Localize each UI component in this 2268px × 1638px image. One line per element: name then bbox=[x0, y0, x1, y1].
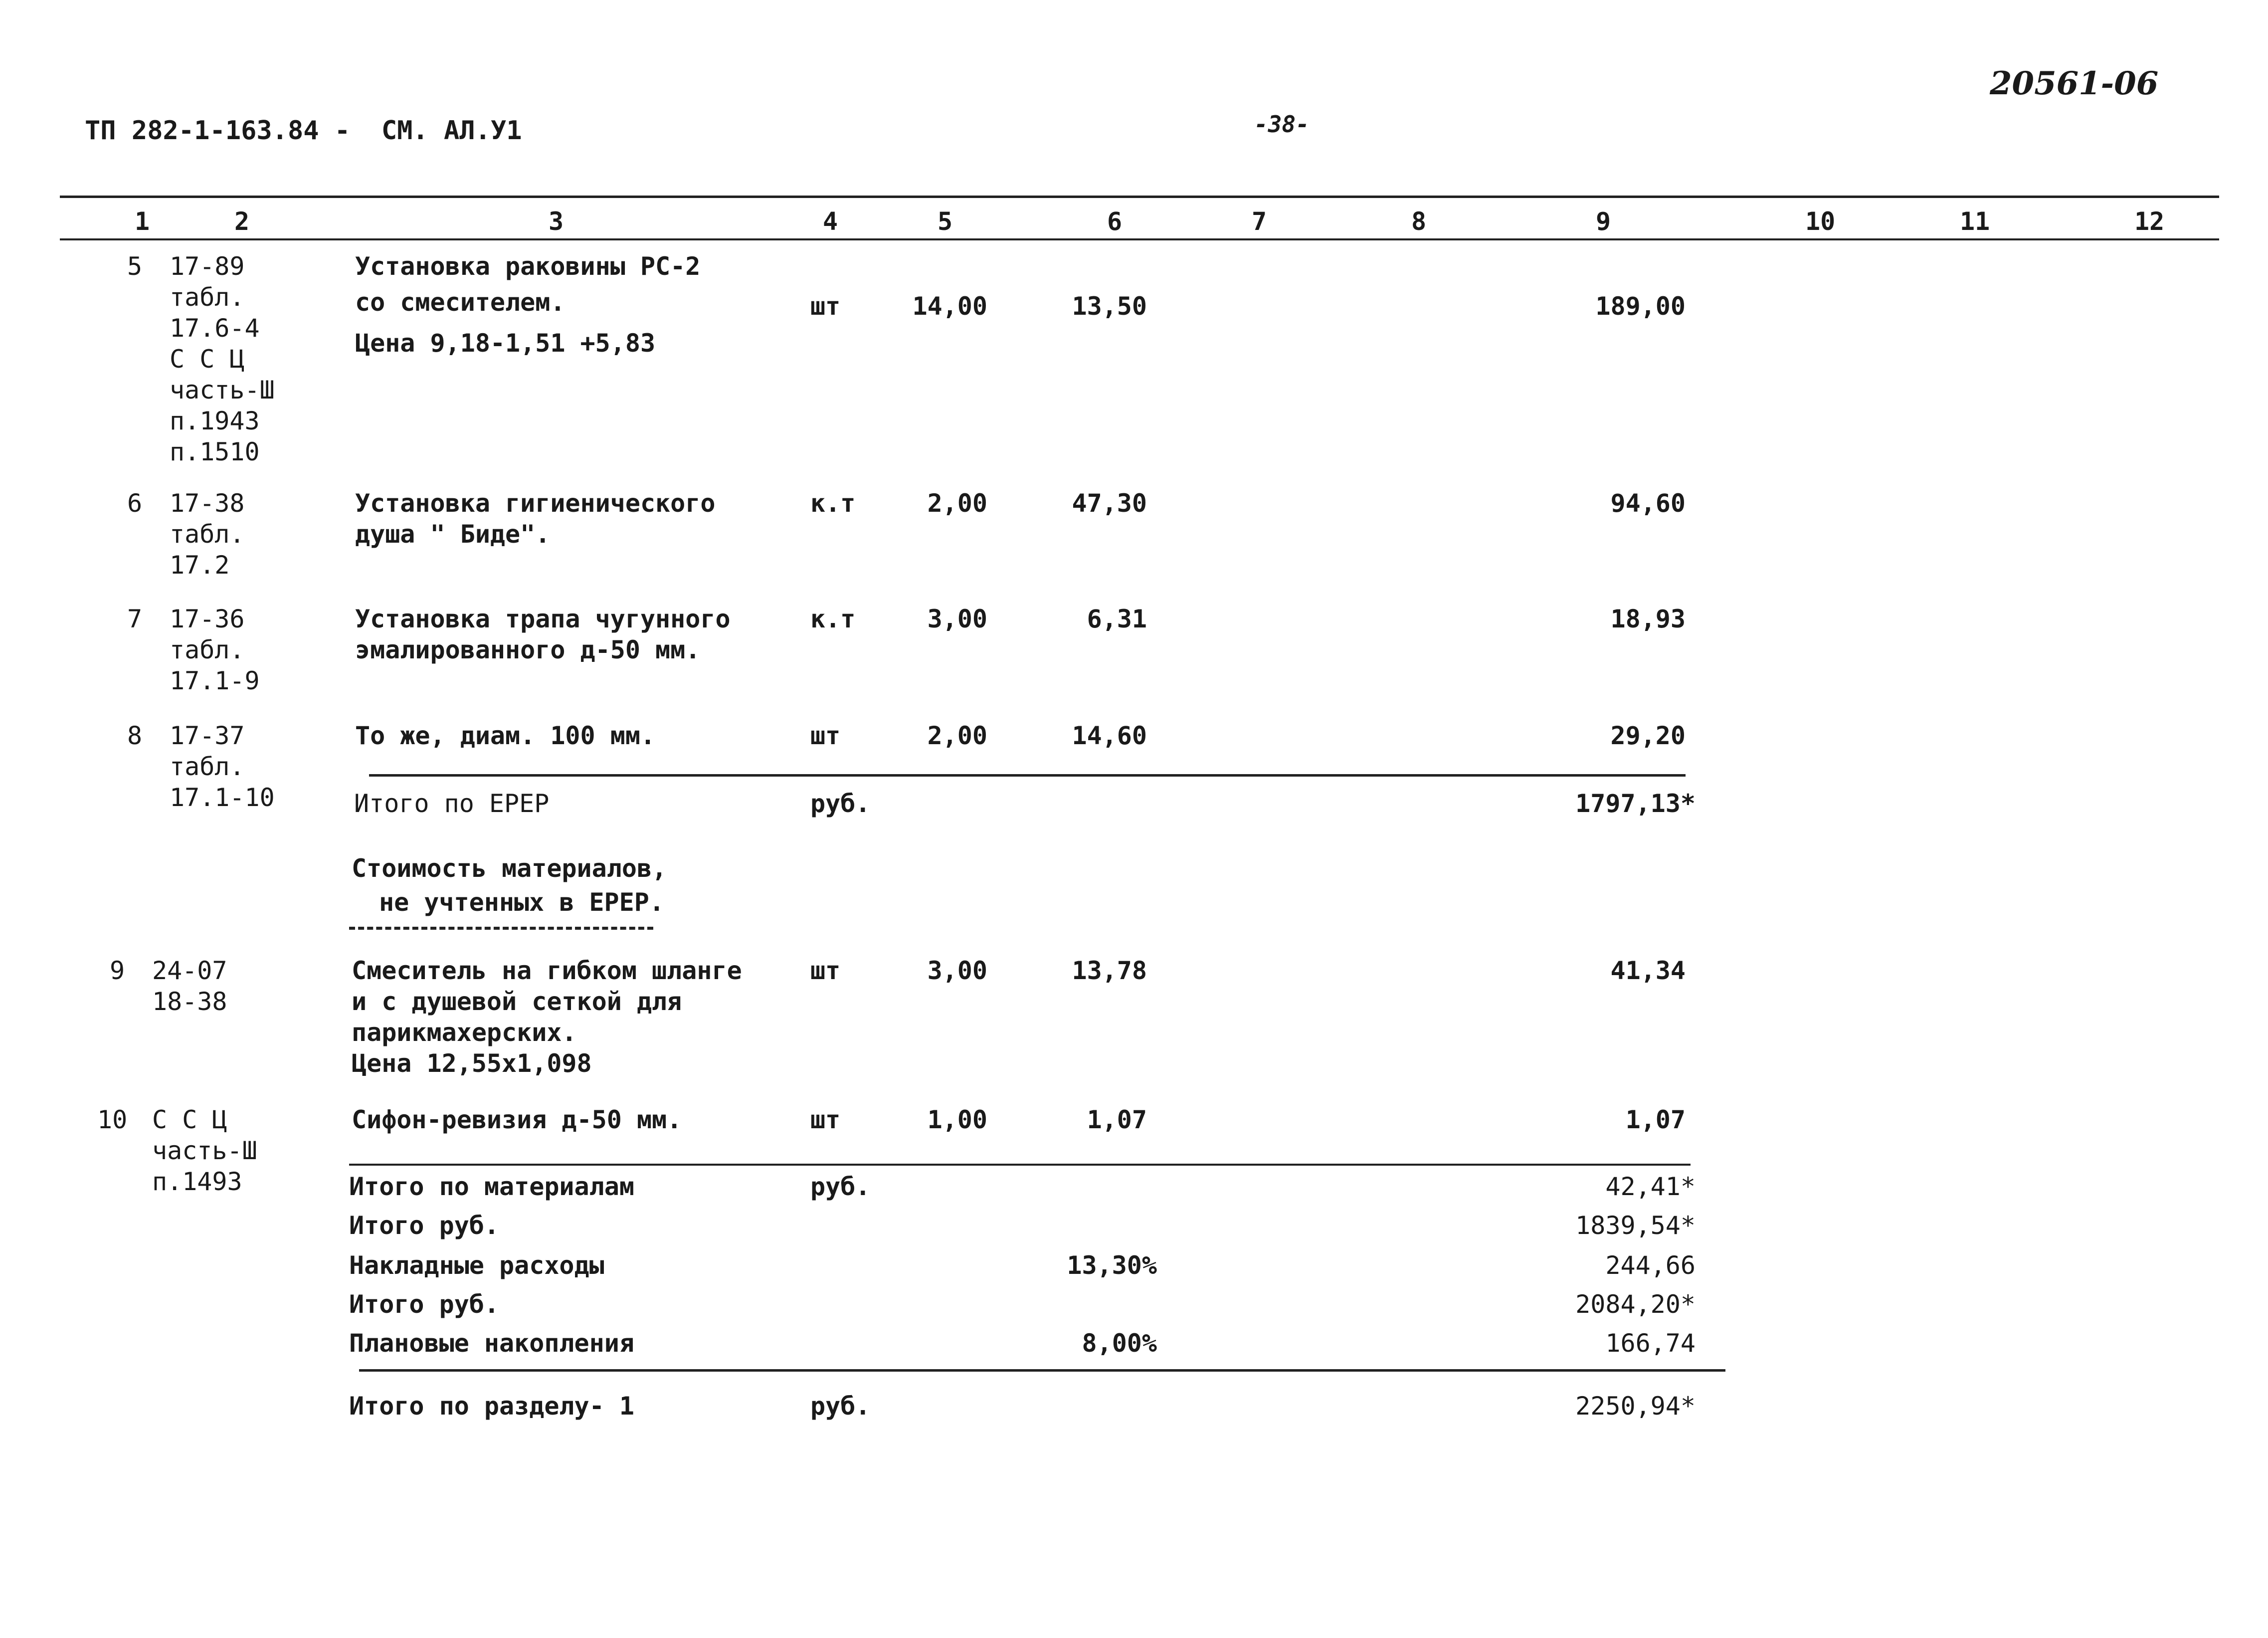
summary-percent: 8,00% bbox=[1082, 1329, 1157, 1358]
row-description-line: эмалированного д-50 мм. bbox=[355, 635, 701, 664]
row-quantity: 1,00 bbox=[927, 1105, 987, 1134]
row-unit: шт bbox=[810, 956, 841, 985]
document-code: ТП 282-1-163.84 - СМ. АЛ.У1 bbox=[85, 116, 522, 146]
row-description-line: То же, диам. 100 мм. bbox=[355, 721, 656, 750]
summary-label: Итого по материалам bbox=[349, 1172, 634, 1201]
row-total: 189,00 bbox=[1595, 292, 1686, 321]
row-code-line: 17-89 bbox=[170, 252, 245, 281]
row-price: 14,60 bbox=[1072, 721, 1147, 750]
row-description-line: со смесителем. bbox=[355, 288, 566, 317]
summary-total: 2084,20* bbox=[1575, 1290, 1696, 1319]
column-header-11: 11 bbox=[1960, 207, 1990, 236]
materials-note-line: не учтенных в ЕРЕР. bbox=[379, 888, 664, 917]
summary-unit: руб. bbox=[810, 1172, 871, 1201]
row-total: 41,34 bbox=[1610, 956, 1686, 985]
row-price: 13,78 bbox=[1072, 956, 1147, 985]
row-total: 1,07 bbox=[1625, 1105, 1686, 1134]
row-code-line: 17.2 bbox=[170, 551, 230, 580]
row-description-line: Цена 9,18-1,51 +5,83 bbox=[355, 329, 656, 358]
materials-note-line: Стоимость материалов, bbox=[352, 854, 667, 883]
column-header-10: 10 bbox=[1805, 207, 1836, 236]
row-code-line: 17.1-9 bbox=[170, 666, 260, 695]
row-code-line: п.1493 bbox=[152, 1167, 242, 1196]
section-total-unit: руб. bbox=[810, 1392, 871, 1421]
column-header-2: 2 bbox=[234, 207, 250, 236]
row-code-line: С С Ц bbox=[170, 345, 245, 374]
column-header-7: 7 bbox=[1252, 207, 1267, 236]
materials-subtotal-rule-left bbox=[349, 1164, 1162, 1166]
row-code-line: табл. bbox=[170, 635, 245, 664]
row-description-line: Сифон-ревизия д-50 мм. bbox=[352, 1105, 682, 1134]
column-header-3: 3 bbox=[549, 207, 564, 236]
row-number: 10 bbox=[97, 1105, 128, 1134]
row-code-line: 24-07 bbox=[152, 956, 227, 985]
materials-note-underline bbox=[349, 927, 653, 930]
row-description-line: душа " Биде". bbox=[355, 520, 551, 549]
erer-subtotal-total: 1797,13* bbox=[1575, 789, 1696, 818]
summary-total: 244,66 bbox=[1605, 1251, 1696, 1280]
row-number: 6 bbox=[127, 489, 143, 518]
section-total-label: Итого по разделу- 1 bbox=[349, 1392, 634, 1421]
summary-label: Накладные расходы bbox=[349, 1251, 604, 1280]
row-total: 18,93 bbox=[1610, 605, 1686, 633]
row-unit: к.т bbox=[810, 489, 856, 518]
row-quantity: 2,00 bbox=[927, 721, 987, 750]
row-number: 9 bbox=[110, 956, 125, 985]
row-description-line: Цена 12,55х1,098 bbox=[352, 1049, 592, 1078]
row-description-line: Установка трапа чугунного bbox=[355, 605, 731, 633]
row-number: 7 bbox=[127, 605, 143, 633]
section-total-value: 2250,94* bbox=[1575, 1392, 1696, 1421]
row-code-line: часть-Ш bbox=[170, 376, 275, 405]
summary-total: 166,74 bbox=[1605, 1329, 1696, 1358]
page-number: -38- bbox=[1254, 111, 1310, 138]
row-code-line: часть-Ш bbox=[152, 1136, 257, 1165]
row-quantity: 2,00 bbox=[927, 489, 987, 518]
row-code-line: 17-38 bbox=[170, 489, 245, 518]
header-bottom-rule bbox=[60, 238, 2219, 240]
row-description-line: и с душевой сеткой для bbox=[352, 987, 682, 1016]
row-unit: к.т bbox=[810, 605, 856, 633]
column-header-9: 9 bbox=[1596, 207, 1611, 236]
row-description-line: Установка гигиенического bbox=[355, 489, 716, 518]
column-header-6: 6 bbox=[1107, 207, 1123, 236]
column-header-1: 1 bbox=[135, 207, 150, 236]
section-total-rule bbox=[359, 1369, 1725, 1372]
row-description-line: Смеситель на гибком шланге bbox=[352, 956, 742, 985]
row-quantity: 14,00 bbox=[912, 292, 987, 321]
row-description-line: парикмахерских. bbox=[352, 1018, 577, 1047]
row-quantity: 3,00 bbox=[927, 605, 987, 633]
row-code-line: 17.6-4 bbox=[170, 314, 260, 343]
column-header-12: 12 bbox=[2134, 207, 2165, 236]
column-header-4: 4 bbox=[823, 207, 838, 236]
summary-label: Плановые накопления bbox=[349, 1329, 634, 1358]
row-price: 47,30 bbox=[1072, 489, 1147, 518]
row-number: 8 bbox=[127, 721, 143, 750]
row-unit: шт bbox=[810, 292, 841, 321]
row-code-line: 17-37 bbox=[170, 721, 245, 750]
materials-subtotal-rule-right bbox=[1157, 1164, 1691, 1166]
erer-subtotal-unit: руб. bbox=[810, 789, 871, 818]
row-number: 5 bbox=[127, 252, 143, 281]
row-code-line: С С Ц bbox=[152, 1105, 227, 1134]
erer-subtotal-label: Итого по ЕРЕР bbox=[354, 789, 550, 818]
row-total: 29,20 bbox=[1610, 721, 1686, 750]
row-code-line: п.1510 bbox=[170, 437, 260, 466]
row-code-line: 17-36 bbox=[170, 605, 245, 633]
summary-percent: 13,30% bbox=[1067, 1251, 1157, 1280]
column-header-8: 8 bbox=[1411, 207, 1427, 236]
summary-label: Итого руб. bbox=[349, 1290, 500, 1319]
row-price: 1,07 bbox=[1087, 1105, 1147, 1134]
row-unit: шт bbox=[810, 721, 841, 750]
row-unit: шт bbox=[810, 1105, 841, 1134]
summary-total: 1839,54* bbox=[1575, 1211, 1696, 1240]
row-description-line: Установка раковины РС-2 bbox=[355, 252, 701, 281]
row-code-line: табл. bbox=[170, 752, 245, 781]
row-code-line: 17.1-10 bbox=[170, 783, 275, 812]
row-quantity: 3,00 bbox=[927, 956, 987, 985]
summary-label: Итого руб. bbox=[349, 1211, 500, 1240]
row-price: 13,50 bbox=[1072, 292, 1147, 321]
row-total: 94,60 bbox=[1610, 489, 1686, 518]
summary-total: 42,41* bbox=[1605, 1172, 1696, 1201]
row-code-line: п.1943 bbox=[170, 407, 260, 435]
column-header-5: 5 bbox=[938, 207, 953, 236]
archive-number: 20561-06 bbox=[1990, 65, 2159, 102]
row-code-line: табл. bbox=[170, 520, 245, 549]
row-code-line: табл. bbox=[170, 283, 245, 312]
erer-subtotal-rule bbox=[369, 774, 1686, 777]
row-price: 6,31 bbox=[1087, 605, 1147, 633]
header-top-rule bbox=[60, 196, 2219, 198]
row-code-line: 18-38 bbox=[152, 987, 227, 1016]
